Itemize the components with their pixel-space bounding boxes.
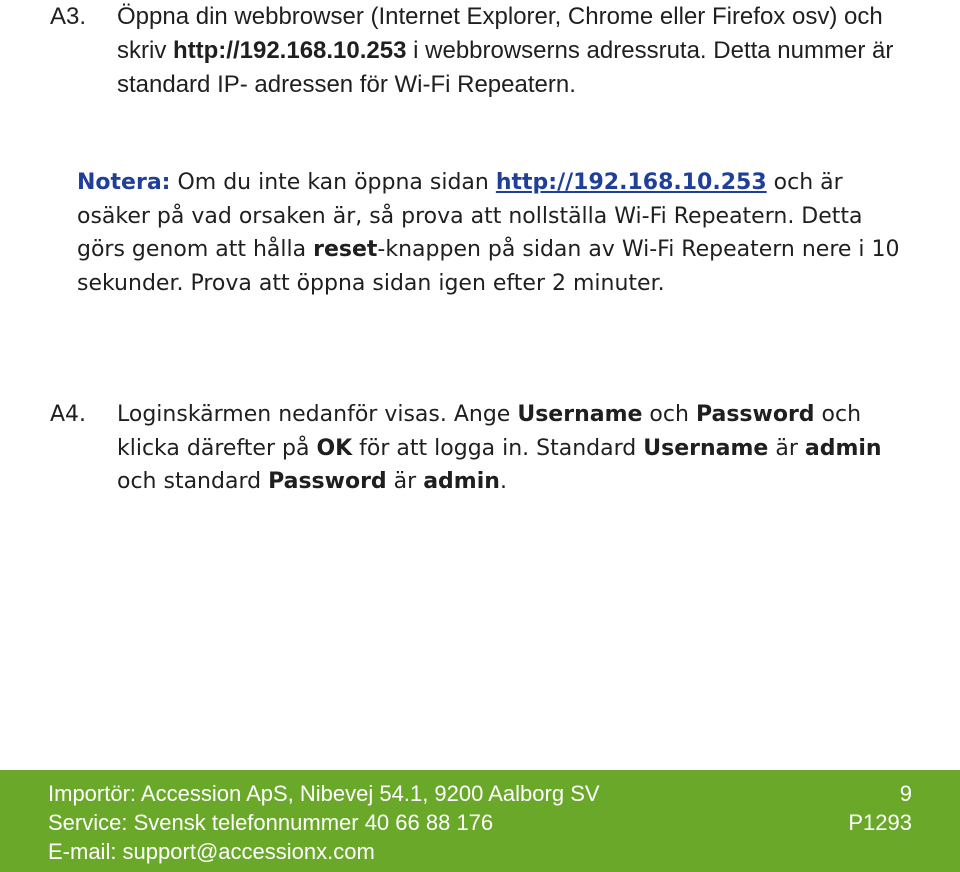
note-label: Notera: — [77, 170, 171, 195]
reset-keyword: reset — [313, 237, 378, 262]
product-code: P1293 — [848, 810, 912, 835]
footer-service: Service: Svensk telefonnummer 40 66 88 176 — [48, 810, 494, 835]
repeater-url-link[interactable]: http://192.168.10.253 — [495, 170, 767, 195]
footer-bar — [0, 770, 960, 872]
note-paragraph: Notera: Om du inte kan öppna sidan http://192.168.10.253 och är osäker på vad orsaken är, så prova att nollställa Wi-Fi Repeatern. Detta görs genom att hålla reset-knappen på sidan av Wi-Fi Repeatern nere i 10 sekunder. Prova att öppna sidan igen efter 2 minuter. — [77, 170, 900, 296]
a3-number: A3. — [50, 3, 87, 30]
a4-text: Loginskärmen nedanför visas. Ange Username och Password och klicka därefter på OK för att logga in. Standard Username är admin och standard Password är admin. — [117, 402, 882, 494]
footer-email[interactable]: E-mail: support@accessionx.com — [48, 839, 375, 864]
a4-number: A4. — [50, 402, 87, 427]
page-number: 9 — [899, 781, 912, 806]
a3-url: http://192.168.10.253 — [173, 37, 407, 64]
a3-text: Öppna din webbrowser (Internet Explorer, Chrome eller Firefox osv) och skriv http://192.168.10.253 i webbrowserns adressruta. Detta nummer är standard IP- adressen för Wi-Fi Repeatern. — [117, 3, 894, 98]
footer-importer: Importör: Accession ApS, Nibevej 54.1, 9200 Aalborg SV — [48, 781, 600, 806]
